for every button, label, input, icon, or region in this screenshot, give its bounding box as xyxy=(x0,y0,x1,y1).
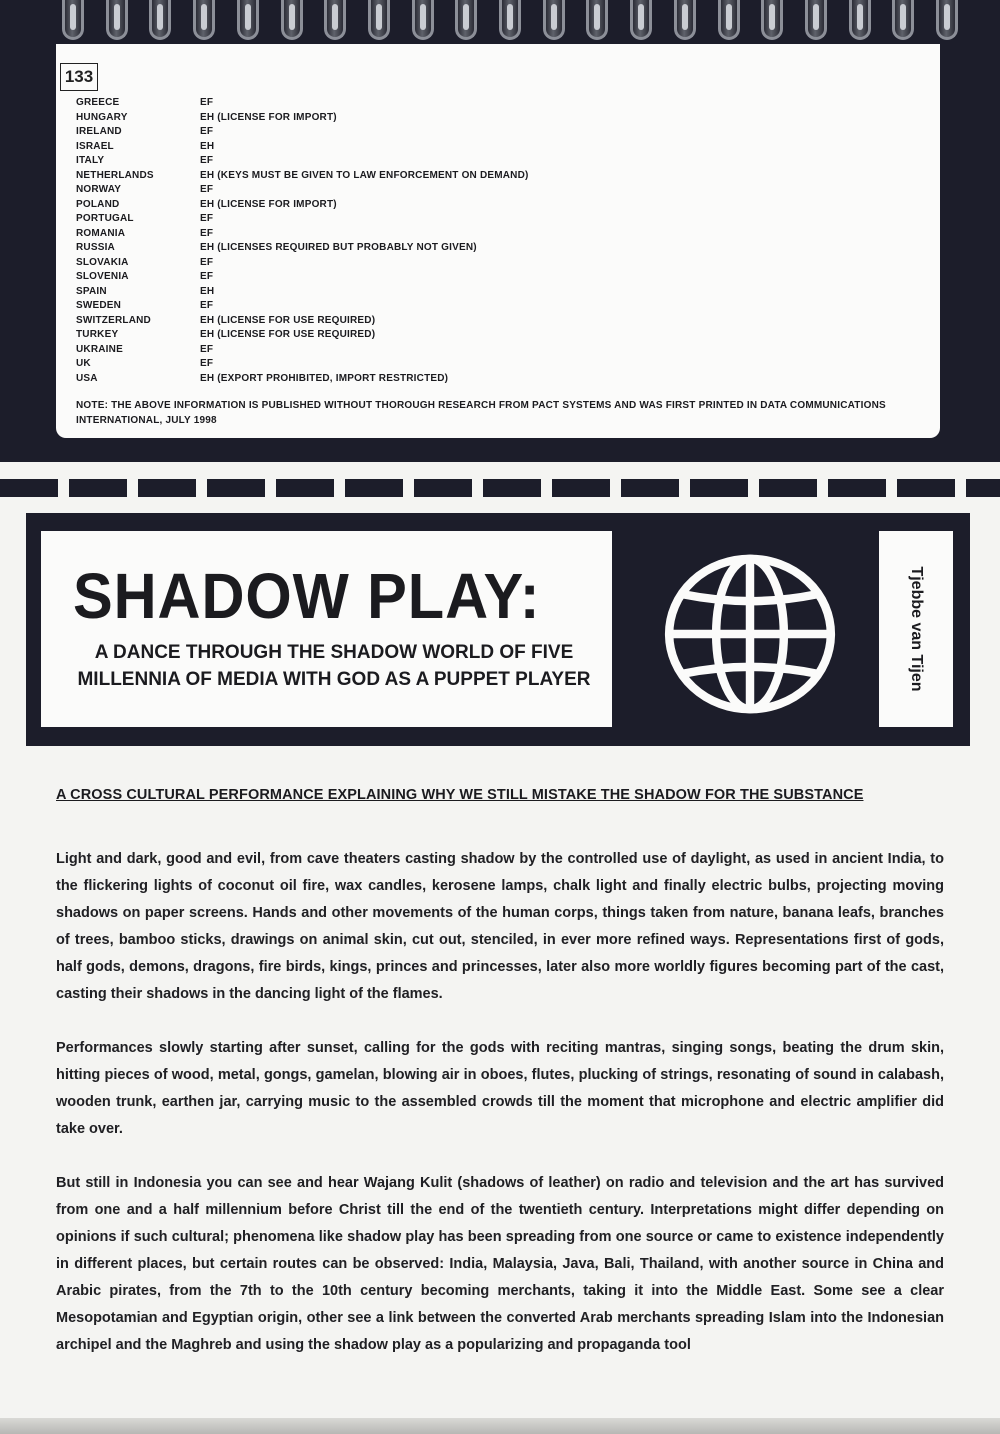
policy-code: EF xyxy=(200,271,214,282)
spiral-ring xyxy=(630,0,652,40)
country-name: SLOVAKIA xyxy=(76,256,129,268)
country-name: NETHERLANDS xyxy=(76,169,154,181)
article-kicker: A CROSS CULTURAL PERFORMANCE EXPLAINING WHY WE STILL MISTAKE THE SHADOW FOR THE SUBSTANCE xyxy=(56,787,864,803)
country-name: USA xyxy=(76,372,98,384)
table-row xyxy=(76,256,896,271)
table-row xyxy=(76,357,896,372)
policy-code: EF xyxy=(200,97,214,108)
country-name: SPAIN xyxy=(76,285,107,297)
table-row xyxy=(76,140,896,155)
page-bottom-edge xyxy=(0,1418,1000,1434)
policy-code: EF xyxy=(200,343,214,355)
spiral-ring xyxy=(62,0,84,40)
article-title: SHADOW PLAY: xyxy=(73,560,541,632)
spiral-ring xyxy=(849,0,871,40)
policy-code: EF xyxy=(200,358,214,369)
table-note: NOTE: THE ABOVE INFORMATION IS PUBLISHED WITHOUT THOROUGH RESEARCH FROM PACT SYSTEMS AND WAS FIRST PRINTED IN DATA COMMUNICATIONS INTERNATIONAL, JULY 1998 xyxy=(76,400,886,426)
policy-code: EH xyxy=(200,140,215,152)
previous-page-sheet xyxy=(56,44,940,438)
country-name: SLOVENIA xyxy=(76,271,129,282)
policy-code: EH xyxy=(200,285,215,297)
spiral-ring xyxy=(106,0,128,40)
country-name: RUSSIA xyxy=(76,242,115,253)
table-row xyxy=(76,241,896,256)
table-row xyxy=(76,227,896,242)
paragraph-1: Light and dark, good and evil, from cave theaters casting shadow by the controlled use of daylight, as used in ancient India, to the flickering lights of coconut oil fire, wax candles, kerosene lamps, chalk light and finally electric bulbs, projecting moving shadows on paper screens. Hands and other movements of the human corps, things taken from nature, banana leafs, branches of trees, bamboo sticks, drawings on animal skin, cut out, stenciled, in ever more refined ways. Representations first of gods, half gods, demons, dragons, fire birds, kings, princes and princesses, later also more worldly figures becoming part of the cast, casting their shadows in the dancing light of the flames. xyxy=(56,851,944,1002)
table-row xyxy=(76,328,896,343)
spiral-ring xyxy=(892,0,914,40)
policy-code: EH (LICENSE FOR USE REQUIRED) xyxy=(200,314,376,326)
policy-code: EH (LICENSE FOR USE REQUIRED) xyxy=(200,329,376,340)
encryption-policy-table xyxy=(76,96,896,386)
spiral-ring xyxy=(368,0,390,40)
spiral-binding xyxy=(0,0,1000,48)
country-name: UK xyxy=(76,358,91,369)
country-name: GREECE xyxy=(76,97,120,108)
spiral-ring xyxy=(324,0,346,40)
spiral-ring xyxy=(543,0,565,40)
article-subtitle xyxy=(69,639,599,693)
spiral-ring xyxy=(674,0,696,40)
spiral-ring xyxy=(281,0,303,40)
globe-icon xyxy=(656,547,844,721)
table-row xyxy=(76,183,896,198)
title-box xyxy=(41,531,612,727)
country-name: POLAND xyxy=(76,198,120,210)
spiral-ring xyxy=(936,0,958,40)
table-row xyxy=(76,198,896,213)
table-row xyxy=(76,212,896,227)
country-name: SWITZERLAND xyxy=(76,314,151,326)
policy-code: EH (EXPORT PROHIBITED, IMPORT RESTRICTED) xyxy=(200,372,449,384)
table-row xyxy=(76,314,896,329)
spiral-ring xyxy=(193,0,215,40)
article-body xyxy=(56,784,944,1386)
country-name: NORWAY xyxy=(76,184,122,195)
country-name: PORTUGAL xyxy=(76,213,134,224)
policy-code: EH (LICENSES REQUIRED BUT PROBABLY NOT GIVEN) xyxy=(200,242,477,253)
country-name: UKRAINE xyxy=(76,343,123,355)
table-row xyxy=(76,96,896,111)
subtitle-line-2: MILLENNIA OF MEDIA WITH GOD AS A PUPPET PLAYER xyxy=(77,669,591,690)
table-row xyxy=(76,343,896,358)
country-name: ROMANIA xyxy=(76,227,126,239)
table-row xyxy=(76,125,896,140)
article-header-band xyxy=(26,513,970,746)
policy-code: EH (LICENSE FOR IMPORT) xyxy=(200,198,337,210)
spiral-ring xyxy=(761,0,783,40)
author-box xyxy=(879,531,953,727)
subtitle-line-1: A DANCE THROUGH THE SHADOW WORLD OF FIVE xyxy=(94,642,574,663)
spiral-ring xyxy=(718,0,740,40)
table-row xyxy=(76,111,896,126)
table-row xyxy=(76,372,896,387)
page-number: 133 xyxy=(60,63,98,91)
country-name: HUNGARY xyxy=(76,111,128,123)
policy-code: EF xyxy=(200,126,214,137)
country-name: SWEDEN xyxy=(76,300,122,311)
country-name: TURKEY xyxy=(76,329,119,340)
table-row xyxy=(76,270,896,285)
country-name: ITALY xyxy=(76,155,105,166)
dashed-separator xyxy=(0,479,1000,497)
spiral-ring xyxy=(455,0,477,40)
country-name: IRELAND xyxy=(76,126,122,137)
table-row xyxy=(76,169,896,184)
spiral-ring xyxy=(149,0,171,40)
policy-code: EH (LICENSE FOR IMPORT) xyxy=(200,111,337,123)
policy-code: EF xyxy=(200,184,214,195)
policy-code: EF xyxy=(200,227,214,239)
table-row xyxy=(76,285,896,300)
paragraph-2: Performances slowly starting after sunset, calling for the gods with reciting mantras, singing songs, beating the drum skin, hitting pieces of wood, metal, gongs, gamelan, blowing air in oboes, flutes, plucking of strings, resonating of sound in calabash, wooden trunk, earthen jar, carrying music to the assembled crowds till the moment that microphone and electric amplifier did take over. xyxy=(56,1040,944,1137)
policy-code: EF xyxy=(200,155,214,166)
spiral-ring xyxy=(412,0,434,40)
policy-code: EF xyxy=(200,300,214,311)
spiral-ring xyxy=(499,0,521,40)
spiral-ring xyxy=(237,0,259,40)
author-name: Tjebbe van Tijen xyxy=(908,566,925,692)
paragraph-3: But still in Indonesia you can see and hear Wajang Kulit (shadows of leather) on radio and television and the art has survived from one and a half millennium before Christ till the end of the twentieth century. Interpretations might differ depending on opinions if such cultural; phenomena like shadow play has been spreading from one source or came to existence independently in different places, but certain routes can be observed: India, Malaysia, Java, Bali, Thailand, with another source in China and Arabic pirates, from the 7th to the 10th century becoming merchants, taking it into the Middle East. Some see a clear Mesopotamian and Egyptian origin, other see a link between the converted Arab merchants spreading Islam into the Indonesian archipel and the Maghreb and using the shadow play as a popularizing and propaganda tool xyxy=(56,1175,944,1353)
table-row xyxy=(76,154,896,169)
country-name: ISRAEL xyxy=(76,140,114,152)
policy-code: EH (KEYS MUST BE GIVEN TO LAW ENFORCEMENT ON DEMAND) xyxy=(200,169,529,181)
table-row xyxy=(76,299,896,314)
spiral-ring xyxy=(586,0,608,40)
policy-code: EF xyxy=(200,213,214,224)
spiral-ring xyxy=(805,0,827,40)
policy-code: EF xyxy=(200,256,214,268)
